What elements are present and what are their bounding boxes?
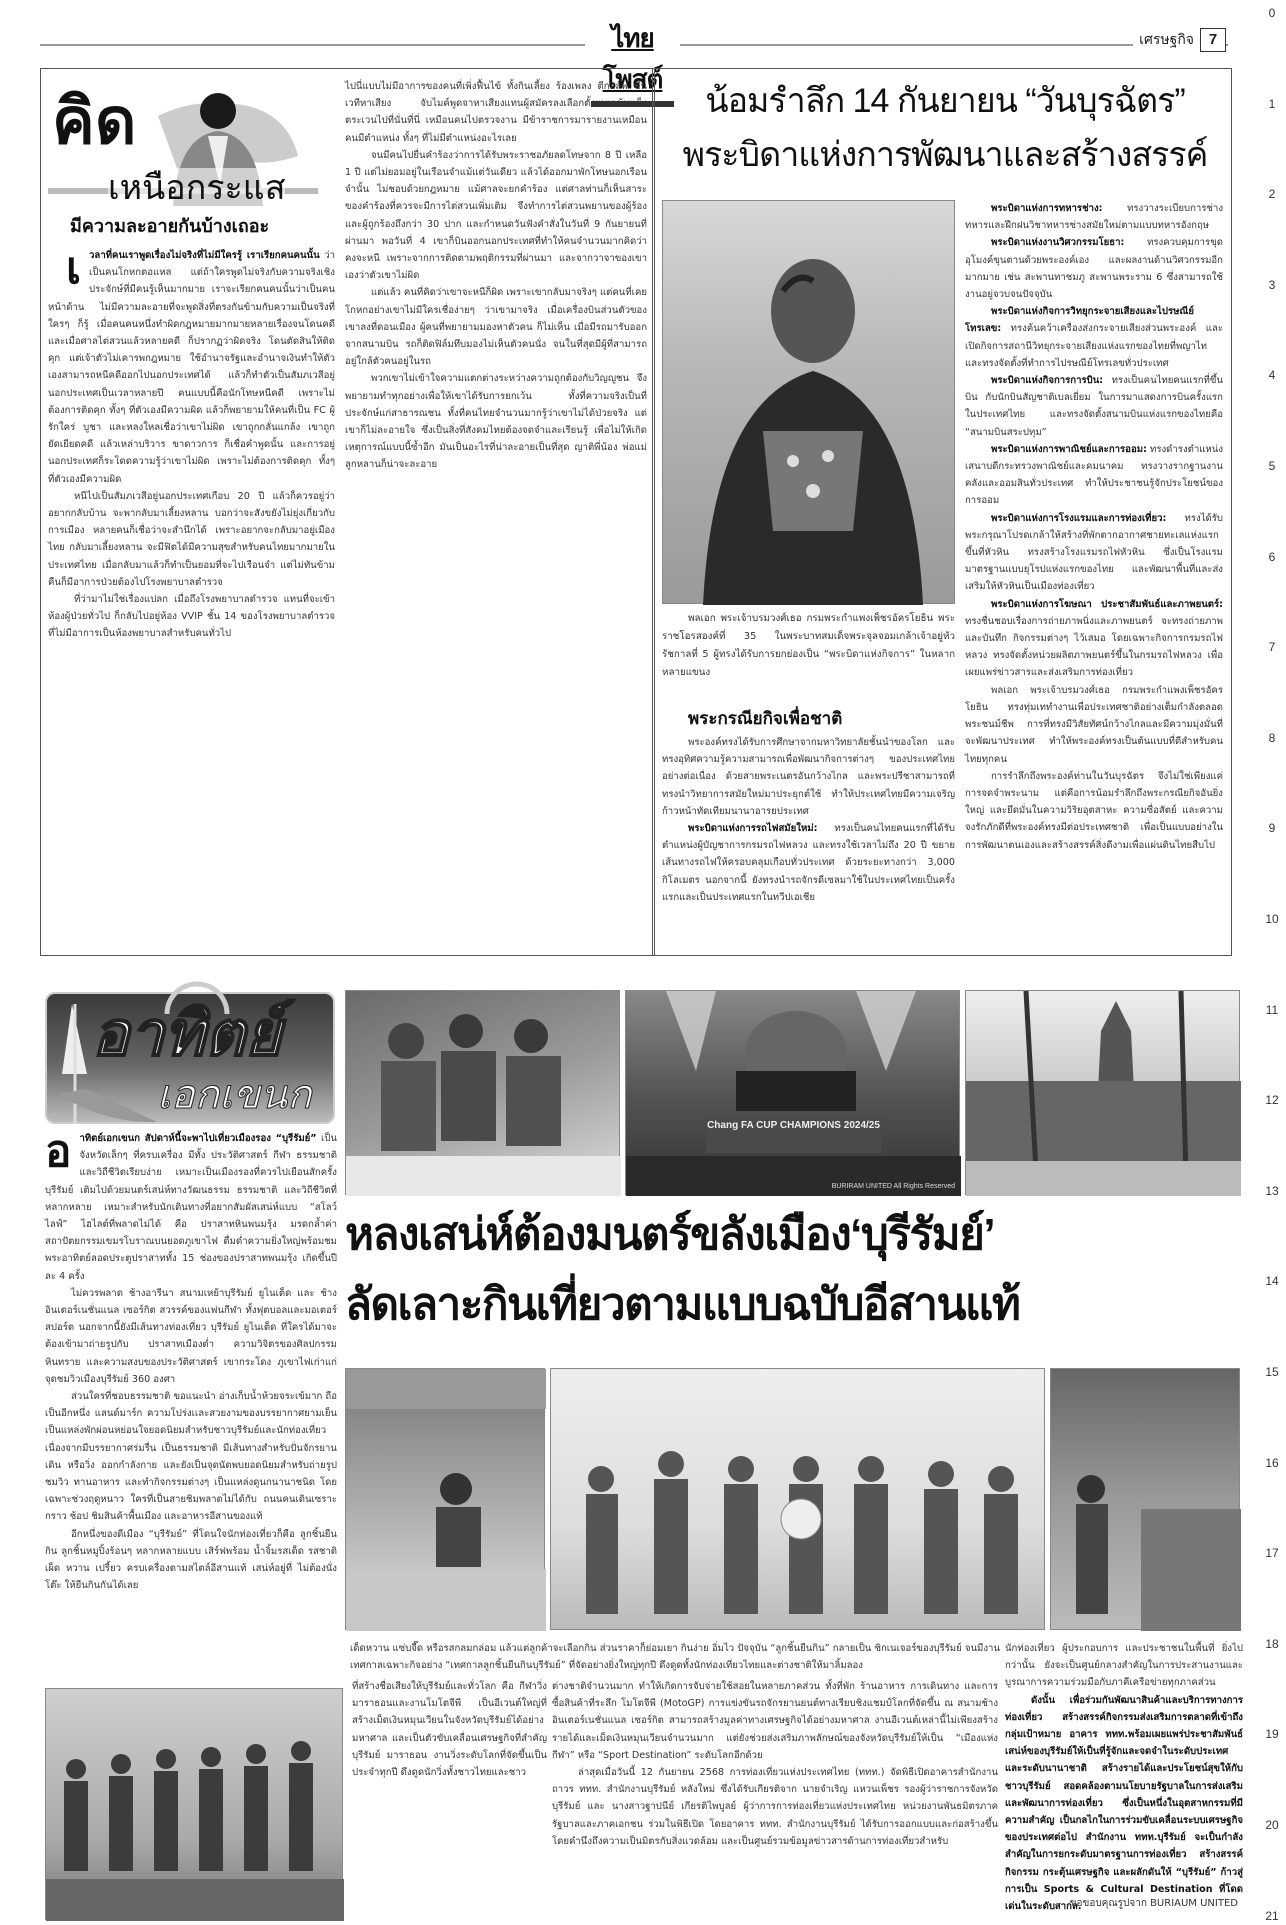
ruler-mark: 8 (1268, 730, 1276, 745)
paragraph: เด็ดหวาน แซ่บจี๊ด หรือรสกลมกล่อม แล้วแต่ลูกค้าจะเลือกกิน ส่วนราคาก็ย่อมเยา กินง่าย อิ่มไว ปัจจุบัน “ลูกชิ้นยืนกิน” กลายเป็น ซิกเนเจอร์ของบุรีรัมย์ จนมีงานเทศกาลเฉพาะกิจอย่าง “เทศกาลลูกชิ้นยืนกินบุรีรัมย์” ที่จัดอย่างยิ่งใหญ่ทุกปี ดึงดูดทั้งนักท่องเที่ยวไทยและต่างชาติให้มาลิ้มลอง (350, 1643, 1000, 1672)
item-text: ทรงชื่นชอบเรื่องการถ่ายภาพนิ่งและภาพยนตร์ จะทรงถ่ายภาพและบันทึก กิจกรรมต่างๆ ไว้เสมอ โดยเฉพาะกิจการกรมรถไฟหลวง ทรงจัดตั้งหน่วยผลิตภาพยนตร์ขึ้นในกรมรถไฟหลวง เพื่อเผยแพร่ข่าวสารและส่งเสริมการท่องเที่ยว (965, 615, 1223, 679)
players-cooking-photo (345, 990, 620, 1195)
item-title: พระบิดาแห่งการโรงแรมและการท่องเที่ยว: (991, 512, 1167, 524)
travel-mid-top (350, 1640, 1000, 1675)
phanom-rung-temple-photo (965, 990, 1240, 1195)
paragraph: การรำลึกถึงพระองค์ท่านในวันบุรฉัตร จึงไม่ใช่เพียงแค่การจดจำพระนาม แต่คือการน้อมรำลึกถึงพระกรณียกิจอันยิ่งใหญ่ และยึดมั่นในความวิริยอุตสาหะ ความซื่อสัตย์ และความจงรักภักดีที่พระองค์ทรงมีต่อประเทศชาติ เพื่อเป็นแบบอย่างในการพัฒนาตนเองและสร้างสรรค์สิ่งดีงามเพื่อแผ่นดินไทยสืบไป (965, 770, 1223, 851)
ruler-mark: 17 (1265, 1546, 1279, 1561)
temple-trees-icon (966, 991, 1241, 1196)
column-logo-bottom: เหนือกระแส (108, 169, 286, 207)
item-text: ทรงได้รับพระกรุณาโปรดเกล้าให้สร้างที่พักตากอากาศชายทะเลแห่งแรกขึ้นที่หัวหิน ทรงสร้างโรงแรมรถไฟหัวหิน ซึ่งเป็นโรงแรมมาตรฐานแบบยุโรปแห่งแรกของไทย และพัฒนาพื้นที่และส่งเสริมให้หัวหินเป็นเมืองท่องเที่ยว (965, 512, 1223, 593)
paragraph: ต่างชาติจำนวนมาก ทำให้เกิดการจับจ่ายใช้สอยในหลายภาคส่วน ทั้งที่พัก ร้านอาหาร การเดินทาง และการซื้อสินค้าที่ระลึก โมโตจีพี (MotoGP) การแข่งขันรถจักรยานยนต์ทางเรียบชิงแชมป์โลกที่จัดขึ้น ณ สนามช้าง อินเตอร์เนชั่นแนล เซอร์กิต สามารถสร้างมูลค่าทางเศรษฐกิจได้อย่างมหาศาล งานอีเวนต์เหล่านี้ไม่เพียงสร้างรายได้และเม็ดเงินหมุนเวียนจำนวนมาก แต่ยังช่วยส่งเสริมภาพลักษณ์ของจังหวัดบุรีรัมย์ให้เป็น “เมืองแห่งกีฬา” หรือ “Sport Destination” ระดับโลกอีกด้วย (552, 1681, 998, 1761)
item-title: พระบิดาแห่งการทหารช่าง: (991, 203, 1103, 214)
lead-text: ว่าเป็นคนโกหกตอแหล แต่ถ้าใครพูดไม่จริงกับความจริงเชิงประจักษ์ที่มีคนรู้เห็นมากมาย เราจะเรียกคนคนนั้นว่าเป็นคนหน้าด้าน ไม่มีความละอายที่จะพูดสิ่งที่ตรงกันข้ามกับความเป็นจริงที่ใครๆ ก็รู้ เมื่อคนคนหนึ่งทำผิดกฎหมายมากมายหลายเรื่องจนโดนคดี และเมื่อศาลไต่สวนแล้วหลายคดี ก็ปรากฏว่าผิดจริง โดนตัดสินให้ติดคุก แต่เจ้าตัวไม่เคารพกฎหมาย ใช้อำนาจรัฐและอำนาจเงินทำให้ตัวเองสามารถหนีคดีออกไปนอกประเทศได้ แล้วก็ทำตัวเป็นสัมภเวสีอยู่นอกประเทศเป็นเวลาหลายปี คนแบบนี้คือนักโทษหนีคดี เพราะไม่ต้องการติดคุก ทั้งๆ ที่ตัวเองมีความผิด แล้วก็พยายามให้คนที่เป็น FC ผู้รักใคร่ บูชา และหลงใหลเชื่อว่าเขาไม่ผิด เขาถูกกลั่นแกล้ง เขาถูกยัดเยียดคดี แล้วเหล่าบริวาร ขาดาวการ ก็เชื่อคำพูดนั้น และการอยู่นอกประเทศก็ระโดดความรู้ว่าเขาไม่ผิด เพราะไม่ต้องการติดคุก ทั้งๆ ที่ตัวเองมีความผิด (48, 250, 335, 485)
column-logo (48, 76, 333, 226)
paragraph: พวกเขาไม่เข้าใจความแตกต่างระหว่างความถูกต้องกับวิญญูชน จึงพยายามทำทุกอย่างเพื่อให้เขาได้รับการยกเว้น ทั้งที่ความจริงเป็นที่ประจักษ์แก่สาธารณชน ทั้งที่คนไทยจำนวนมากรู้ว่าเขาไม่ได้ป่วยจริง แต่เขาก็ไม่ละอายใจ ซึ่งเป็นสิ่งที่สังคมไทยต้องจดจำและเรียนรู้ เพื่อไม่ให้เกิดเหตุการณ์แบบนี้ซ้ำอีก มันเป็นอะไรที่น่าละอายเป็นที่สุด ญาติพี่น้อง พ่อแม่ ลูกหลานก็น่าจะละอาย (345, 373, 647, 471)
market-shopping-photo (1050, 1368, 1240, 1630)
logo-text: ไทยโพสต์ (602, 23, 663, 94)
food-stall-icon (346, 1369, 546, 1631)
ruler-mark: 20 (1265, 1818, 1279, 1832)
item-text: ทรงดำรงตำแหน่งเสนาบดีกระทรวงพาณิชย์และคมนาคม ทรงวางรากฐานงานคลังและออมสินทั่วประเทศ ทำให้ประชาชนรู้จักประโยชน์ของการออม (965, 443, 1223, 507)
meatball-vendor-photo (345, 1368, 545, 1630)
ruler-mark: 21 (1265, 1908, 1279, 1923)
opinion-col-1 (48, 243, 335, 947)
photo-caption: พลเอก พระเจ้าบรมวงศ์เธอ กรมพระกำแพงเพ็ชรอัครโยธิน พระราชโอรสองค์ที่ 35 ในพระบาทสมเด็จพระจุลจอมเกล้าเจ้าอยู่หัว รัชกาลที่ 5 ผู้ทรงได้รับการยกย่องเป็น “พระบิดาแห่งกิจการ” ในหลากหลายแขนง (662, 613, 955, 678)
ruler-mark: 9 (1268, 821, 1276, 836)
ruler-mark: 0 (1268, 6, 1276, 20)
travel-logo-bottom: เอกเขนก (157, 1073, 312, 1117)
photo-watermark: BURIRAM UNITED All Rights Reserved (831, 1183, 955, 1190)
ruler-mark: 4 (1268, 368, 1276, 383)
ruler-mark: 15 (1265, 1365, 1279, 1379)
ruler-mark: 1 (1268, 96, 1276, 111)
ruler-mark: 2 (1268, 187, 1276, 202)
opinion-col-2 (345, 78, 647, 948)
bold-paragraph: ดังนั้น เพื่อร่วมกันพัฒนาสินค้าและบริการทางการท่องเที่ยว สร้างสรรค์กิจกรรมส่งเสริมการตลาดที่เข้าถึงกลุ่มเป้าหมาย อาคาร ททท.พร้อมเผยแพร่ประชาสัมพันธ์เสน่ห์ของบุรีรัมย์ให้เป็นที่รู้จักและจดจำในระดับประเทศและระดับนานาชาติ สร้างรายได้และประโยชน์สุขให้กับชาวบุรีรัมย์ สอดคล้องตามนโยบายรัฐบาลในการส่งเสริมและพัฒนาการท่องเที่ยว ซึ่งเป็นหนึ่งในอุตสาหกรรมที่มีความสำคัญ เป็นกลไกในการร่วมขับเคลื่อนระบบเศรษฐกิจของประเทศต่อไป สำนักงาน ททท.บุรีรัมย์ จะเป็นกำลังสำคัญในการยกระดับมาตรฐานการท่องเที่ยว สร้างสรรค์กิจกรรม กระตุ้นเศรษฐกิจ และผลักดันให้ “บุรีรัมย์” ก้าวสู่การเป็น Sports & Cultural Destination ที่โดดเด่นในระดับสากล. (1005, 1694, 1243, 1913)
item-title: พระบิดาแห่งกิจการการบิน: (991, 375, 1104, 387)
item-text: ทรงควบคุมการขุดอุโมงค์ขุนตานด้วยพระองค์เอง และผลงานด้านวิศวกรรมอีกมากมาย เช่น สะพานทาชมภู สะพานพระราม 6 ซึ่งสามารถใช้งานอยู่จวบจนปัจจุบัน (965, 237, 1223, 301)
trophy-celebration-photo (625, 990, 960, 1195)
paragraph: แต่แล้ว คนที่คิดว่าเขาจะหนีก็ผิด เพราะเขากลับมาจริงๆ แต่คนที่เคยโกหกอย่างเขาไม่มีใครเชื่อง่ายๆ ว่าเขามาจริง เมื่อเครื่องบินส่วนตัวของเขาลงที่ดอนเมือง ผู้คนที่พยายามมองหาตัวคน ก็ไม่เห็น เมื่อมีรถมารับออกจากสนามบิน รถก็ติดฟิล์มทึบมองไม่เห็นตัวคนนั่ง จนในที่สุดมีผู้ที่สามารถอยู่ใกล้ตัวคนอยู่ในรถ (345, 287, 647, 368)
paragraph: จนมีคนไปยื่นคำร้องว่าการได้รับพระราชอภัยลดโทษจาก 8 ปี เหลือ 1 ปี แต่ไม่ยอมอยู่ในเรือนจำแม้แต่วันเดียว แล้วได้ออกมาพักโทษนอกเรือนจำนั้น ไม่ชอบด้วยกฎหมาย แม้ศาลจะยกคำร้อง แต่ศาลท่านก็เห็นสาระของคำร้องที่ควรจะมีการไต่สวนเพิ่มเติม จึงทำการไต่สวนพยานของผู้ร้องและผู้ถูกร้องถึงกว่า 30 ปาก และกำหนดวันฟังคำสั่งในวันที่ 9 กันยายนที่ผ่านมา พอวันที่ 4 เขาก็บินออกนอกประเทศที่ทำให้คนจำนวนมากคิดว่าคงจะหนี เพราะจากการติดตามพฤติกรรมที่ผ่านมา และจากวาจาของเขาเองว่าตัวเขาไม่ผิด (345, 149, 647, 282)
players-figures-icon (346, 991, 621, 1196)
section-header (1133, 28, 1226, 52)
headline-line-2: ลัดเลาะกินเที่ยวตามแบบฉบับอีสานแท้ (345, 1280, 1020, 1329)
paragraph: หนีไปเป็นสัมภเวสีอยู่นอกประเทศเกือบ 20 ปี แล้วก็ควรอยู่ว่าอยากกลับบ้าน จะพากลับมาเลี้ยงหลาน บอกว่าจะสังขยังไม่ยุ่งเกี่ยวกับการเมือง หลายคนก็เชื่อว่าจะสำนึกได้ เพราะอยากจะกลับมาอยู่เมืองไทย กลับมาเลี้ยงหลาน จะมีฟิตได้มีความสุขสำหรับคนไทยมากมายในประเทศไทย เมื่อกลับมาแล้วก็ทำเป็นยอมที่จะไปเรือนจำ แต่ไม่ทันข้ามคืนก็มีอาการป่วยต้องไปโรงพยาบาลตำรวจ (48, 490, 335, 588)
portrait-photo (662, 200, 955, 604)
dropcap: อ (45, 1126, 72, 1177)
ruler-mark: 19 (1265, 1727, 1279, 1742)
ruler-mark: 11 (1265, 1002, 1279, 1017)
lead-text: เป็นจังหวัดเล็กๆ ที่ครบเครื่อง มีทั้ง ประวัติศาสตร์ กีฬา ธรรมชาติ และวิถีชีวิตเรียบง่าย เหมาะเป็นเมืองรองที่ควรไปเยือนสักครั้ง บุรีรัมย์ เติมไปด้วยมนตร์เสน่ห์ทางวัฒนธรรม ธรรมชาติ และวิถีชีวิตที่หลากหลาย เหมาะสำหรับนักเดินทางที่อยากสัมผัสเสน่ห์แบบ “สโลว์ไลฟ์” ไฮไลต์ที่พลาดไม่ได้ คือ ปราสาทหินพนมรุ้ง มรดกล้ำค่า สถาปัตยกรรมเขมรโบราณบนยอดภูเขาไฟ ดื่มด่ำความยิ่งใหญ่พร้อมชมพระอาทิตย์ลอดประตูปราสาททั้ง 15 ช่องของปราสาทพนมรุ้ง เกิดขึ้นปีละ 4 ครั้ง (45, 1133, 337, 1282)
travel-column-logo (45, 992, 335, 1124)
ruler-mark: 3 (1268, 277, 1276, 292)
football-players-icon (46, 1689, 344, 1921)
stadium-fireworks-icon (626, 991, 961, 1196)
paragraph: ไม่ควรพลาด ช้างอารีนา สนามเหย้าบุรีรัมย์ ยูไนเต็ด และ ช้าง อินเตอร์เนชั่นแนล เซอร์กิต สวรรค์ของแฟนกีฬา ทั้งฟุตบอลและมอเตอร์สปอร์ต นอกจากนี้ยังมีเส้นทางท่องเที่ยว บุรีรัมย์ ยูไนเต็ด ที่ใครได้มาจะต้องเข้ามาถ่ายรูปกับ ปราสาทเมืองต่ำ ความวิจิตรของศิลปกรรมหินทราย และความสงบของประวัติศาสตร์ เขากระโดง ภูเขาไฟเก่าแก่ จุดชมวิวเมืองบุรีรัมย์ 360 องศา (45, 1287, 337, 1385)
ruler-mark: 10 (1265, 912, 1279, 926)
item-text: ทรงค้นคว้าเครื่องส่งกระจายเสียงส่วนพระองค์ และเปิดกิจการสถานีวิทยุกระจายเสียงแห่งแรกของไทยที่พญาไท และทรงจัดตั้งที่ทำการไปรษณีย์โทรเลขทั่วประเทศ (965, 323, 1223, 369)
ruler-mark: 6 (1268, 549, 1276, 564)
dropcap: เ (66, 243, 82, 294)
travel-headline (345, 1200, 1245, 1340)
ruler-mark: 18 (1265, 1636, 1279, 1651)
feature-subhead: พระกรณียกิจเพื่อชาติ (688, 709, 843, 729)
travel-col-3 (552, 1678, 998, 1918)
headline-line-1: หลงเสน่ห์ต้องมนตร์ขลังเมือง‘บุรีรัมย์’ (345, 1210, 995, 1259)
paragraph: พระองค์ทรงได้รับการศึกษาจากมหาวิทยาลัยชั้นนำของโลก และทรงอุทิศความรู้ความสามารถเพื่อพัฒนากิจการต่างๆ ของประเทศไทยอย่างต่อเนื่อง ด้วยสายพระเนตรอันกว้างไกล และพระปรีชาสามารถที่ทรงนำวิทยาการสมัยใหม่มาประยุกต์ใช้ ทำให้ประเทศไทยมีความเจริญก้าวหน้าทัดเทียมนานาอารยประเทศ (662, 737, 955, 817)
market-shoppers-icon (1051, 1369, 1241, 1631)
item-title: พระบิดาแห่งการพาณิชย์และการออม: (991, 443, 1147, 455)
lead-bold: วลาที่คนเราพูดเรื่องไม่จริงที่ไม่มีใครรู้ เราเรียกคนคนนั้น (89, 250, 320, 261)
paragraph: อีกหนึ่งของดีเมือง “บุรีรัมย์” ที่โดนใจนักท่องเที่ยวก็คือ ลูกชิ้นยืนกิน ลูกชิ้นหมูปิ้งร้อนๆ หลากหลายแบบ เสิร์ฟพร้อม น้ำจิ้มรสเด็ด รสชาติเผ็ด หวาน เปรี้ยว ครบเครื่องตามสไตล์อีสานแท้ เสน่ห์อยู่ที่ ไม่ต้องนั่งโต๊ะ ให้ยืนกินกันได้เลย (45, 1528, 337, 1592)
paragraph: ไปนี่แบบไม่มีอาการของคนที่เพิ่งฟื้นไข้ ทั้งกินเลี้ยง ร้องเพลง ตีกอล์ฟ ขึ้นเวทีหาเสียง จับไมค์พูดจาหาเสียงแทนผู้สมัครลงเลือกตั้งแบบเข้มแข็ง ตระเวนไปที่นั่นที่นี่ เหมือนคนไปตรวจงาน มีข้าราชการมารายงานเหมือนคนมีตำแหน่ง ทั้งๆ ที่ไม่มีตำแหน่งอะไรเลย (345, 81, 647, 144)
lead-bold: าทิตย์เอกเขนก สัปดาห์นี้จะพาไปเที่ยวเมืองรอง “บุรีรัมย์” (79, 1133, 317, 1144)
portrait-figure-icon (663, 201, 956, 605)
item-title: พระบิดาแห่งการรถไฟสมัยใหม่: (688, 823, 818, 835)
column-title: มีความละอายกันบ้างเถอะ (70, 216, 270, 237)
page-number: 7 (1200, 28, 1226, 52)
item-title: พระบิดาแห่งการโฆษณา ประชาสัมพันธ์และภาพยนตร์: (991, 598, 1223, 610)
headline-line-1: น้อมรำลึก 14 กันยายน “วันบุรฉัตร” (705, 82, 1185, 120)
travel-logo-top: อาทิตย์ (92, 1000, 282, 1069)
item-text: ทรงเป็นคนไทยคนแรกที่ได้รับตำแหน่งผู้บัญชาการกรมรถไฟหลวง และทรงใช้เวลาไม่ถึง 20 ปี ขยายเส้นทางรถไฟให้ครอบคลุมเกือบทั่วประเทศ ด้วยระยะทางกว่า 3,000 กิโลเมตร นอกจากนี้ ยังทรงนำรถจักรดีเซลมาใช้ในประเทศไทยเป็นครั้งแรกและเป็นประเทศแรกในทวีปเอเชีย (662, 823, 955, 903)
item-text: ทรงวางระเบียบการช่างทหารและฝึกฝนวิชาทหารช่างสมัยใหม่ตามแบบทหารอังกฤษ (965, 203, 1223, 232)
ruler-mark: 5 (1268, 459, 1276, 473)
tat-office-opening-photo (550, 1368, 1045, 1630)
feature-col-1 (662, 690, 955, 950)
paragraph: ล่าสุดเมื่อวันนี้ 12 กันยายน 2568 การท่องเที่ยวแห่งประเทศไทย (ททท.) จัดพิธีเปิดอาคารสำนักงานถาวร ททท. สำนักงานบุรีรัมย์ หลังใหม่ ซึ่งได้รับเกียรติจาก นายจำเริญ แหวนเพ็ชร รองผู้ว่าราชการจังหวัดบุรีรัมย์ และ นางสาวฐาปนีย์ เกียรติไพบูลย์ ผู้ว่าการการท่องเที่ยวแห่งประเทศไทย หน่วยงานพันธมิตรภาครัฐบาลและภาคเอกชน ร่วมในพิธีเปิด โดยอาคาร ททท. สำนักงานบุรีรัมย์ ได้รับการออกแบบและก่อสร้างขึ้นโดยคำนึงถึงความเป็นมิตรกับสิ่งแวดล้อม และเป็นศูนย์รวมข้อมูลข่าวสารด้านการท่องเที่ยวสำหรับ (552, 1767, 998, 1847)
champions-banner: Chang FA CUP CHAMPIONS 2024/25 (706, 1115, 881, 1153)
ruler-mark: 13 (1265, 1183, 1279, 1198)
item-title: พระบิดาแห่งกิจการวิทยุกระจายเสียงและไปรษณีย์โทรเลข: (965, 306, 1194, 335)
section-label: เศรษฐกิจ (1139, 31, 1194, 47)
paragraph: ส่วนใครที่ชอบธรรมชาติ ขอแนะนำ อ่างเก็บน้ำห้วยจระเข้มาก ถือเป็นอีกหนึ่ง แลนด์มาร์ก ความโปร่งเเละสวยงามของบรรยากาศยามเย็น เป็นแหล่งพักผ่อนหย่อนใจยอดนิยมสำหรับชาวบุรีรัมย์และนักท่องเที่ยว เนื่องจากมีบรรยากาศร่มรื่น เป็นธรรมชาติ มีเส้นทางสำหรับปั่นจักรยาน เดิน หรือวิ่ง ออกกำลังกาย และยังเป็นจุดนัดพบยอดนิยมสำหรับถ่ายรูป ชมวิว ทานอาหาร และทำกิจกรรมต่างๆ เป็นแหล่งดูนกนานาชนิด โดยเฉพาะช่วงฤดูหนาว ใครที่เป็นสายชิมพลาดไม่ได้กับ ถนนคนเดินเซราะกราว ช้อป ชิมสินค้าพื้นเมือง และอาหารอีสานของแท้ (45, 1391, 337, 1523)
paragraph: นักท่องเที่ยว ผู้ประกอบการ และประชาชนในพื้นที่ ยิ่งไปกว่านั้น ยังจะเป็นศูนย์กลางสำคัญในการประสานงานและบูรณาการความร่วมมือกับภาคีเครือข่ายทุกภาคส่วน (1005, 1643, 1243, 1689)
paragraph: ที่สร้างชื่อเสียงให้บุรีรัมย์และทั่วโลก คือ กีฬาวิ่งมาราธอนและงานโมโตจีพี เป็นอีเวนต์ใหญ่ที่สร้างเม็ดเงินหมุนเวียนในจังหวัดบุรีรัมย์ได้อย่างมหาศาล และเป็นตัวขับเคลื่อนเศรษฐกิจที่สำคัญ บุรีรัมย์ มาราธอน งานวิ่งระดับโลกที่จัดขึ้นเป็นประจำทุกปี ดึงดูดนักวิ่งทั้งชาวไทยและชาว (352, 1681, 547, 1779)
ruler-mark: 14 (1265, 1274, 1279, 1289)
ruler-mark: 16 (1265, 1455, 1279, 1470)
item-title: พระบิดาแห่งงานวิศวกรรมโยธา: (991, 237, 1125, 249)
feature-col-2 (965, 200, 1223, 950)
officials-group-icon (551, 1369, 1046, 1631)
headline-line-2: พระบิดาแห่งการพัฒนาและสร้างสรรค์ (682, 136, 1208, 174)
paragraph: พลเอก พระเจ้าบรมวงศ์เธอ กรมพระกำแพงเพ็ชรอัครโยธิน ทรงทุ่มเททำงานเพื่อประเทศชาติอย่างเต็มกำลังตลอดพระชนม์ชีพ การที่ทรงมีวิสัยทัศน์กว้างไกลและมีความมุ่งมั่นที่จะพัฒนาประเทศ ทำให้พระองค์ทรงเป็นต้นแบบที่ดีสำหรับคนไทยทุกคน (965, 684, 1223, 765)
travel-col-2 (352, 1678, 547, 1918)
travel-col-1 (45, 1126, 337, 1685)
feature-headline (662, 74, 1228, 182)
column-logo-top: คิด (52, 85, 137, 157)
item-text: ทรงเป็นคนไทยคนแรกที่ขึ้นบิน กับนักบินสัญชาติเบลเยี่ยม ในการมาแสดงการบินครั้งแรกในประเทศไทย และทรงจัดตั้งสนามบินแห่งแรกของไทยคือ “สนามบินสระปทุม” (965, 375, 1223, 438)
paragraph: ที่ว่ามาไม่ใช่เรื่องแปลก เมื่อถึงโรงพยาบาลตำรวจ แทนที่จะเข้าห้องผู้ป่วยทั่วไป ก็กลับไปอยู่ห้อง VVIP ชั้น 14 ของโรงพยาบาลตำรวจที่ไม่มีอาการเป็นห้องพยาบาลสำหรับคนทั่วไป (48, 594, 335, 640)
team-lineup-photo (45, 1688, 343, 1920)
ruler-mark: 12 (1265, 1093, 1279, 1108)
ruler-mark: 7 (1268, 640, 1276, 655)
photo-credit: ขอขอบคุณรูปจาก BURIAUM UNITED (1069, 1898, 1238, 1909)
